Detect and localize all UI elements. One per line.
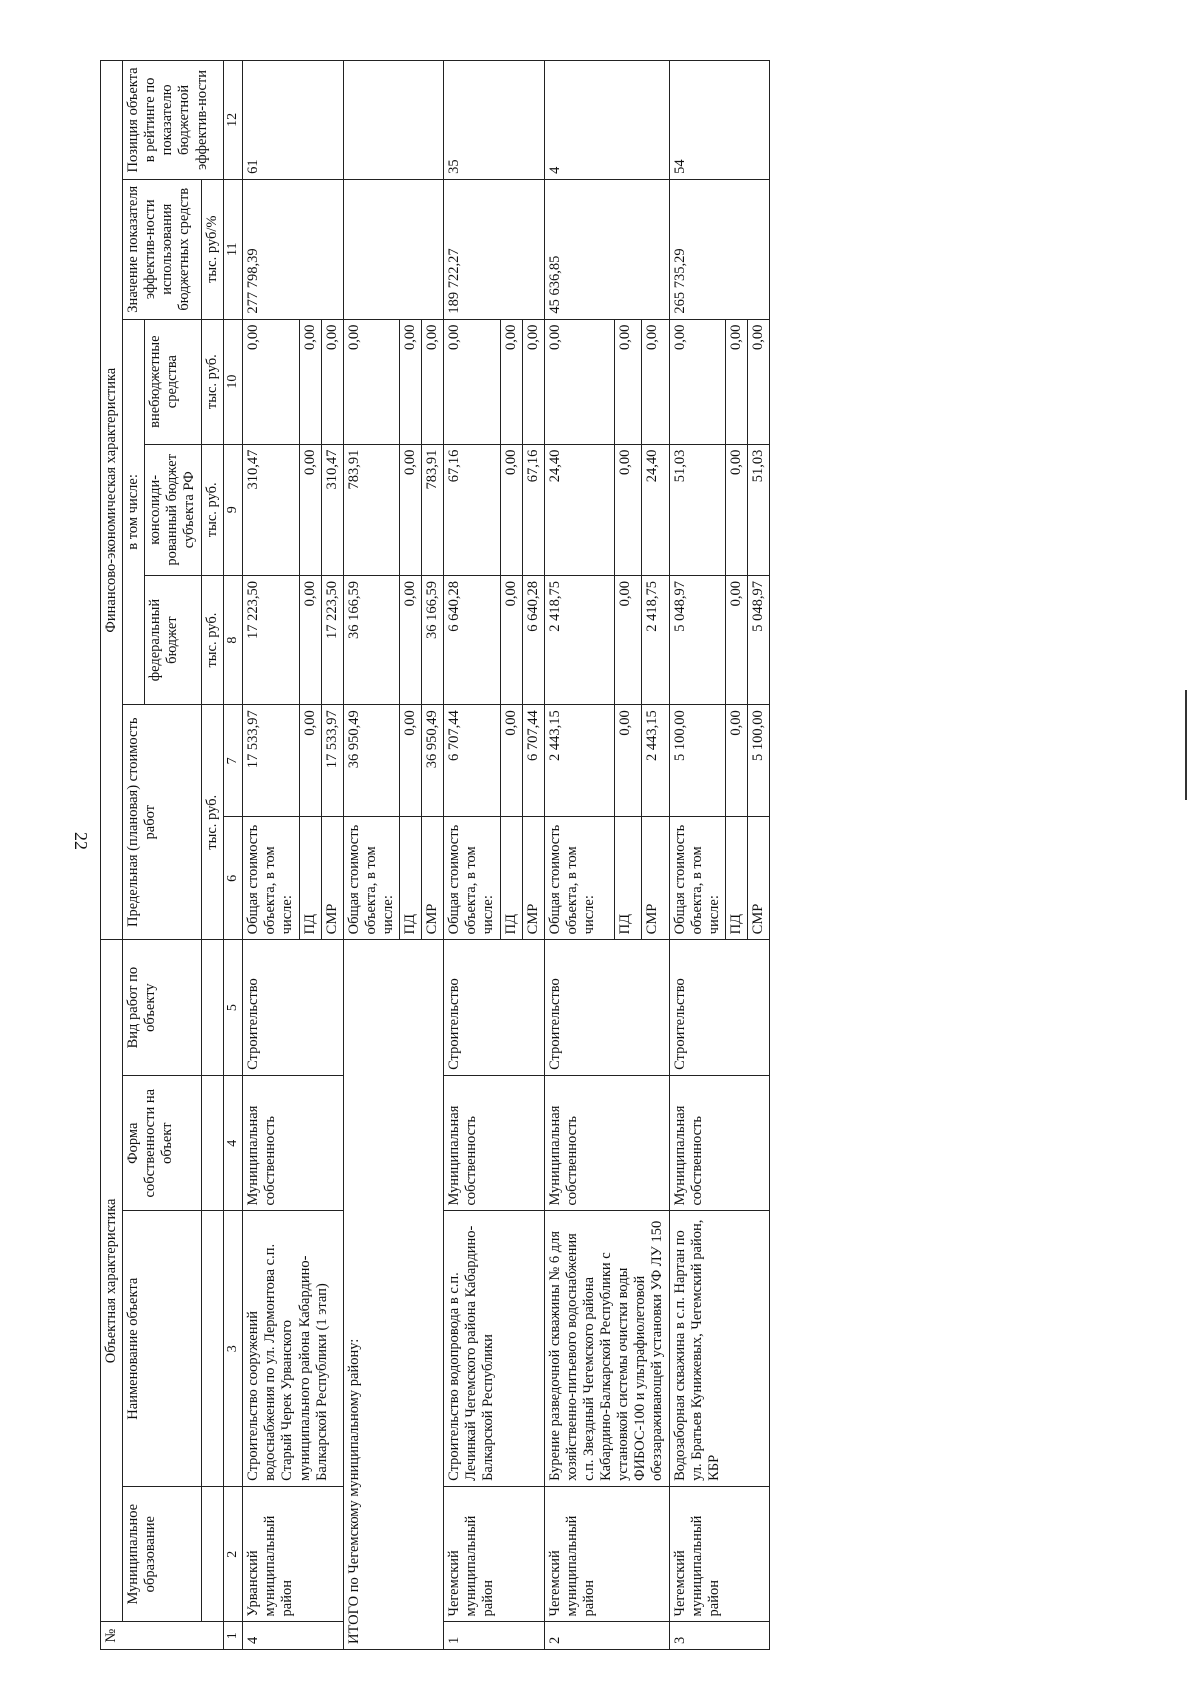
cost-value-cell: 6 707,44: [444, 705, 500, 817]
rotated-table-wrapper: [100, 60, 1040, 1650]
header-object-name: Наименование объекта: [123, 1211, 201, 1486]
regional-value-cell: 51,03: [748, 444, 770, 575]
federal-value-cell: 0,00: [500, 575, 522, 704]
cost-label-cell: СМР: [748, 817, 770, 940]
municipality-cell: Чегемский муниципальный район: [444, 1486, 545, 1622]
table-row: [444, 61, 500, 1650]
work-type-cell: Строительство: [243, 940, 344, 1076]
federal-value-cell: 2 418,75: [544, 575, 614, 704]
column-number: 8: [223, 575, 243, 704]
federal-value-cell: 6 640,28: [522, 575, 544, 704]
unit-regional: тыс. руб.: [201, 444, 223, 575]
ownership-cell: Муниципальная собственность: [544, 1075, 669, 1211]
header-ownership: Форма собственности на объект: [123, 1075, 201, 1211]
federal-value-cell: 0,00: [614, 575, 641, 704]
column-number: 6: [223, 817, 243, 940]
extrabudget-value-cell: 0,00: [725, 319, 747, 444]
cost-label-cell: Общая стоимость объекта, в том числе:: [444, 817, 500, 940]
cost-label-cell: ПД: [299, 817, 321, 940]
header-extrabudget: внебюджетные средства: [145, 319, 201, 444]
regional-value-cell: 24,40: [642, 444, 669, 575]
regional-value-cell: 783,91: [343, 444, 399, 575]
extrabudget-value-cell: 0,00: [669, 319, 725, 444]
header-spacer: [201, 1211, 223, 1486]
extrabudget-value-cell: 0,00: [500, 319, 522, 444]
column-number: 5: [223, 940, 243, 1076]
extrabudget-value-cell: 0,00: [642, 319, 669, 444]
table-body: [223, 61, 769, 1650]
municipality-cell: Чегемский муниципальный район: [669, 1486, 770, 1622]
header-spacer: [201, 1075, 223, 1211]
cost-label-cell: СМР: [422, 817, 444, 940]
extrabudget-value-cell: 0,00: [243, 319, 299, 444]
rating-cell: 35: [444, 61, 545, 180]
cost-label-cell: СМР: [522, 817, 544, 940]
efficiency-cell: 189 722,27: [444, 179, 545, 319]
rating-cell: 61: [243, 61, 344, 180]
federal-value-cell: 5 048,97: [669, 575, 725, 704]
cost-label-cell: Общая стоимость объекта, в том числе:: [544, 817, 614, 940]
cost-value-cell: 0,00: [299, 705, 321, 817]
column-number: 10: [223, 319, 243, 444]
cost-label-cell: Общая стоимость объекта, в том числе:: [243, 817, 299, 940]
column-number: 4: [223, 1075, 243, 1211]
object-name-cell: Водозаборная скважина в с.п. Нартан по ул. Братьев Кунижевых, Чегемский район, КБР: [669, 1211, 770, 1486]
cost-label-cell: ПД: [725, 817, 747, 940]
cost-value-cell: 5 100,00: [748, 705, 770, 817]
extrabudget-value-cell: 0,00: [321, 319, 343, 444]
efficiency-cell: 277 798,39: [243, 179, 344, 319]
unit-extrabudget: тыс. руб.: [201, 319, 223, 444]
cost-value-cell: 36 950,49: [422, 705, 444, 817]
header-federal: федеральный бюджет: [145, 575, 201, 704]
total-row: [343, 61, 399, 1650]
extrabudget-value-cell: 0,00: [544, 319, 614, 444]
object-name-cell: Бурение разведочной скважины № 6 для хозяйственно-питьевого водоснабжения с.п. Звездный Чегемского района Кабардино-Балкарской Республики с установкой системы очистки воды ФИБОС-100 и ультрафиолетовой обеззараживающей установки УФ ЛУ 150: [544, 1211, 669, 1486]
page-number: 22: [71, 832, 91, 850]
extrabudget-value-cell: 0,00: [299, 319, 321, 444]
regional-value-cell: 783,91: [422, 444, 444, 575]
regional-value-cell: 67,16: [444, 444, 500, 575]
efficiency-cell: [343, 179, 444, 319]
header-object-group: Объектная характеристика: [101, 940, 123, 1622]
cost-label-cell: СМР: [321, 817, 343, 940]
cost-value-cell: 0,00: [725, 705, 747, 817]
regional-value-cell: 0,00: [500, 444, 522, 575]
extrabudget-value-cell: 0,00: [444, 319, 500, 444]
federal-value-cell: 17 223,50: [243, 575, 299, 704]
column-numbers-row: [223, 61, 243, 1650]
extrabudget-value-cell: 0,00: [343, 319, 399, 444]
header-cost: Предельная (плановая) стоимость работ: [123, 705, 201, 940]
column-number: 7: [223, 705, 243, 817]
object-name-cell: Строительство сооружений водоснабжения по ул. Лермонтова с.п. Старый Черек Урванского муниципального района Кабардино-Балкарской Республики (1 этап): [243, 1211, 344, 1486]
regional-value-cell: 0,00: [725, 444, 747, 575]
row-number: 4: [243, 1622, 344, 1650]
cost-value-cell: 0,00: [400, 705, 422, 817]
header-no: №: [101, 1622, 224, 1650]
regional-value-cell: 0,00: [614, 444, 641, 575]
cost-value-cell: 36 950,49: [343, 705, 399, 817]
regional-value-cell: 310,47: [243, 444, 299, 575]
federal-value-cell: 0,00: [299, 575, 321, 704]
work-type-cell: Строительство: [544, 940, 669, 1076]
municipality-cell: Урванский муниципальный район: [243, 1486, 344, 1622]
federal-value-cell: 36 166,59: [422, 575, 444, 704]
scan-edge-line: [1185, 690, 1187, 800]
cost-value-cell: 5 100,00: [669, 705, 725, 817]
regional-value-cell: 24,40: [544, 444, 614, 575]
ownership-cell: Муниципальная собственность: [669, 1075, 770, 1211]
table-row: [243, 61, 299, 1650]
cost-label-cell: Общая стоимость объекта, в том числе:: [669, 817, 725, 940]
rating-cell: [343, 61, 444, 180]
extrabudget-value-cell: 0,00: [522, 319, 544, 444]
cost-label-cell: Общая стоимость объекта, в том числе:: [343, 817, 399, 940]
federal-value-cell: 0,00: [400, 575, 422, 704]
financial-table: [100, 60, 770, 1650]
federal-value-cell: 6 640,28: [444, 575, 500, 704]
row-number: 1: [444, 1622, 545, 1650]
regional-value-cell: 67,16: [522, 444, 544, 575]
efficiency-cell: 45 636,85: [544, 179, 669, 319]
extrabudget-value-cell: 0,00: [400, 319, 422, 444]
column-number: 1: [223, 1622, 243, 1650]
unit-cost: тыс. руб.: [201, 705, 223, 940]
ownership-cell: Муниципальная собственность: [444, 1075, 545, 1211]
cost-label-cell: ПД: [614, 817, 641, 940]
header-finance-group: Финансово-экономическая характеристика: [101, 61, 123, 940]
federal-value-cell: 2 418,75: [642, 575, 669, 704]
row-number: 2: [544, 1622, 669, 1650]
row-number: 3: [669, 1622, 770, 1650]
efficiency-cell: 265 735,29: [669, 179, 770, 319]
header-efficiency: Значение показателя эффектив-ности использования бюджетных средств: [123, 179, 201, 319]
cost-label-cell: ПД: [400, 817, 422, 940]
cost-value-cell: 0,00: [500, 705, 522, 817]
column-number: 9: [223, 444, 243, 575]
header-work-type: Вид работ по объекту: [123, 940, 201, 1076]
total-label: ИТОГО по Чегемскому муниципальному району:: [343, 940, 444, 1650]
regional-value-cell: 0,00: [299, 444, 321, 575]
cost-label-cell: СМР: [642, 817, 669, 940]
column-number: 11: [223, 179, 243, 319]
cost-value-cell: 0,00: [614, 705, 641, 817]
work-type-cell: Строительство: [444, 940, 545, 1076]
column-number: 3: [223, 1211, 243, 1486]
cost-value-cell: 2 443,15: [544, 705, 614, 817]
header-regional: консолиди-рованный бюджет субъекта РФ: [145, 444, 201, 575]
column-number: 2: [223, 1486, 243, 1622]
municipality-cell: Чегемский муниципальный район: [544, 1486, 669, 1622]
federal-value-cell: 17 223,50: [321, 575, 343, 704]
work-type-cell: Строительство: [669, 940, 770, 1076]
rating-cell: 54: [669, 61, 770, 180]
cost-value-cell: 2 443,15: [642, 705, 669, 817]
header-municipality: Муниципальное образование: [123, 1486, 201, 1622]
unit-federal: тыс. руб.: [201, 575, 223, 704]
cost-value-cell: 17 533,97: [243, 705, 299, 817]
extrabudget-value-cell: 0,00: [614, 319, 641, 444]
cost-label-cell: ПД: [500, 817, 522, 940]
federal-value-cell: 5 048,97: [748, 575, 770, 704]
table-row: [544, 61, 614, 1650]
regional-value-cell: 0,00: [400, 444, 422, 575]
federal-value-cell: 0,00: [725, 575, 747, 704]
column-number: 12: [223, 61, 243, 180]
cost-value-cell: 6 707,44: [522, 705, 544, 817]
header-including: в том числе:: [123, 319, 145, 705]
rating-cell: 4: [544, 61, 669, 180]
regional-value-cell: 310,47: [321, 444, 343, 575]
ownership-cell: Муниципальная собственность: [243, 1075, 344, 1211]
cost-value-cell: 17 533,97: [321, 705, 343, 817]
extrabudget-value-cell: 0,00: [422, 319, 444, 444]
table-row: [669, 61, 725, 1650]
header-rating: Позиция объекта в рейтинге по показателю бюджетной эффектив-ности: [123, 61, 224, 180]
object-name-cell: Строительство водопровода в с.п. Лечинкай Чегемского района Кабардино-Балкарской Республики: [444, 1211, 545, 1486]
extrabudget-value-cell: 0,00: [748, 319, 770, 444]
regional-value-cell: 51,03: [669, 444, 725, 575]
header-spacer: [201, 1486, 223, 1622]
header-spacer: [201, 940, 223, 1076]
unit-efficiency: тыс. руб/%: [201, 179, 223, 319]
federal-value-cell: 36 166,59: [343, 575, 399, 704]
